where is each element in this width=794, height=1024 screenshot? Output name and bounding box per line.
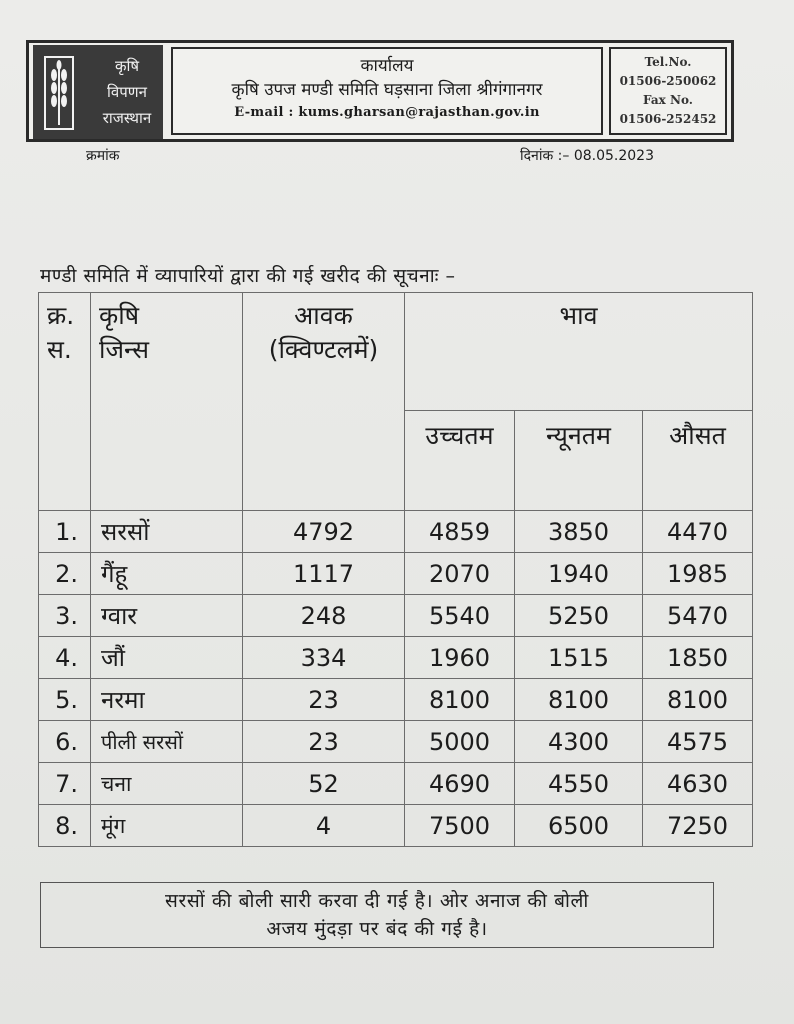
cell-arrival: 1117 <box>243 553 405 595</box>
table-row <box>39 595 753 637</box>
footer-note-line1: सरसों की बोली सारी करवा दी गई है। ओर अनाज की बोली <box>165 890 589 912</box>
header-serial-line1: क्र. <box>47 301 75 330</box>
header-serial-line2: स. <box>47 335 72 364</box>
cell-high: 5540 <box>405 595 515 637</box>
cell-low: 8100 <box>515 679 643 721</box>
cell-low: 4550 <box>515 763 643 805</box>
table-row <box>39 763 753 805</box>
cell-high: 5000 <box>405 721 515 763</box>
cell-crop: सरसों <box>91 511 243 553</box>
header-high: उच्चतम <box>405 411 515 511</box>
tel-label: Tel.No. <box>644 55 692 69</box>
purchase-table <box>38 292 753 847</box>
header-arrival-line1: आवक <box>294 301 353 330</box>
cell-avg: 1985 <box>643 553 753 595</box>
reference-number-label: क्रमांक <box>86 148 120 164</box>
header-arrival-line2: (क्विण्टलमें) <box>268 335 379 364</box>
table-row <box>39 553 753 595</box>
table-row <box>39 805 753 847</box>
office-name: कृषि उपज मण्डी समिति घड़साना जिला श्रीगंगानगर <box>231 80 543 100</box>
table-row <box>39 511 753 553</box>
table-row <box>39 679 753 721</box>
cell-avg: 5470 <box>643 595 753 637</box>
cell-sn: 4. <box>39 637 91 679</box>
footer-note-line2: अजय मुंदड़ा पर बंद की गई है। <box>266 918 488 940</box>
cell-crop: नरमा <box>91 679 243 721</box>
cell-sn: 1. <box>39 511 91 553</box>
header-crop-line2: जिन्स <box>99 335 149 364</box>
cell-arrival: 4792 <box>243 511 405 553</box>
cell-high: 7500 <box>405 805 515 847</box>
cell-avg: 4470 <box>643 511 753 553</box>
cell-high: 2070 <box>405 553 515 595</box>
wheat-icon <box>43 55 75 131</box>
cell-high: 4690 <box>405 763 515 805</box>
cell-crop: चना <box>91 763 243 805</box>
cell-low: 1515 <box>515 637 643 679</box>
header-crop-line1: कृषि <box>99 301 140 330</box>
cell-arrival: 23 <box>243 679 405 721</box>
cell-crop: पीली सरसों <box>91 721 243 763</box>
logo-line: कृषि <box>114 57 140 75</box>
notice-heading: मण्डी समिति में व्यापारियों द्वारा की गई खरीद की सूचनाः – <box>40 265 456 287</box>
date-label: दिनांक :– 08.05.2023 <box>520 148 654 164</box>
cell-low: 1940 <box>515 553 643 595</box>
cell-sn: 2. <box>39 553 91 595</box>
cell-avg: 4630 <box>643 763 753 805</box>
cell-crop: मूंग <box>91 805 243 847</box>
cell-avg: 8100 <box>643 679 753 721</box>
cell-arrival: 23 <box>243 721 405 763</box>
fax-label: Fax No. <box>643 93 693 107</box>
footer-note <box>40 882 714 948</box>
logo-text <box>93 53 161 131</box>
header-avg: औसत <box>643 411 753 511</box>
contact-details <box>609 47 727 135</box>
tel-number: 01506-250062 <box>619 74 717 88</box>
office-details <box>171 47 603 135</box>
header-arrival <box>243 293 405 511</box>
cell-high: 8100 <box>405 679 515 721</box>
fax-number: 01506-252452 <box>619 112 717 126</box>
office-title: कार्यालय <box>360 56 414 76</box>
header-price: भाव <box>405 293 753 411</box>
cell-avg: 7250 <box>643 805 753 847</box>
cell-crop: ग्वार <box>91 595 243 637</box>
cell-low: 6500 <box>515 805 643 847</box>
header-crop <box>91 293 243 511</box>
cell-low: 4300 <box>515 721 643 763</box>
cell-high: 1960 <box>405 637 515 679</box>
logo-line: विपणन <box>107 83 147 101</box>
cell-sn: 8. <box>39 805 91 847</box>
header-low: न्यूनतम <box>515 411 643 511</box>
cell-arrival: 52 <box>243 763 405 805</box>
cell-low: 5250 <box>515 595 643 637</box>
cell-crop: जौं <box>91 637 243 679</box>
table-row <box>39 637 753 679</box>
office-email: E-mail : kums.gharsan@rajasthan.gov.in <box>234 105 540 120</box>
cell-arrival: 4 <box>243 805 405 847</box>
cell-sn: 3. <box>39 595 91 637</box>
krishi-vipnan-logo <box>33 45 163 139</box>
cell-crop: गैंहू <box>91 553 243 595</box>
cell-sn: 6. <box>39 721 91 763</box>
cell-arrival: 248 <box>243 595 405 637</box>
table-row <box>39 721 753 763</box>
cell-sn: 7. <box>39 763 91 805</box>
cell-sn: 5. <box>39 679 91 721</box>
letterhead <box>26 40 734 142</box>
cell-avg: 1850 <box>643 637 753 679</box>
cell-high: 4859 <box>405 511 515 553</box>
table-header-row <box>39 293 753 411</box>
cell-avg: 4575 <box>643 721 753 763</box>
cell-low: 3850 <box>515 511 643 553</box>
cell-arrival: 334 <box>243 637 405 679</box>
header-serial <box>39 293 91 511</box>
logo-line: राजस्थान <box>102 109 152 127</box>
